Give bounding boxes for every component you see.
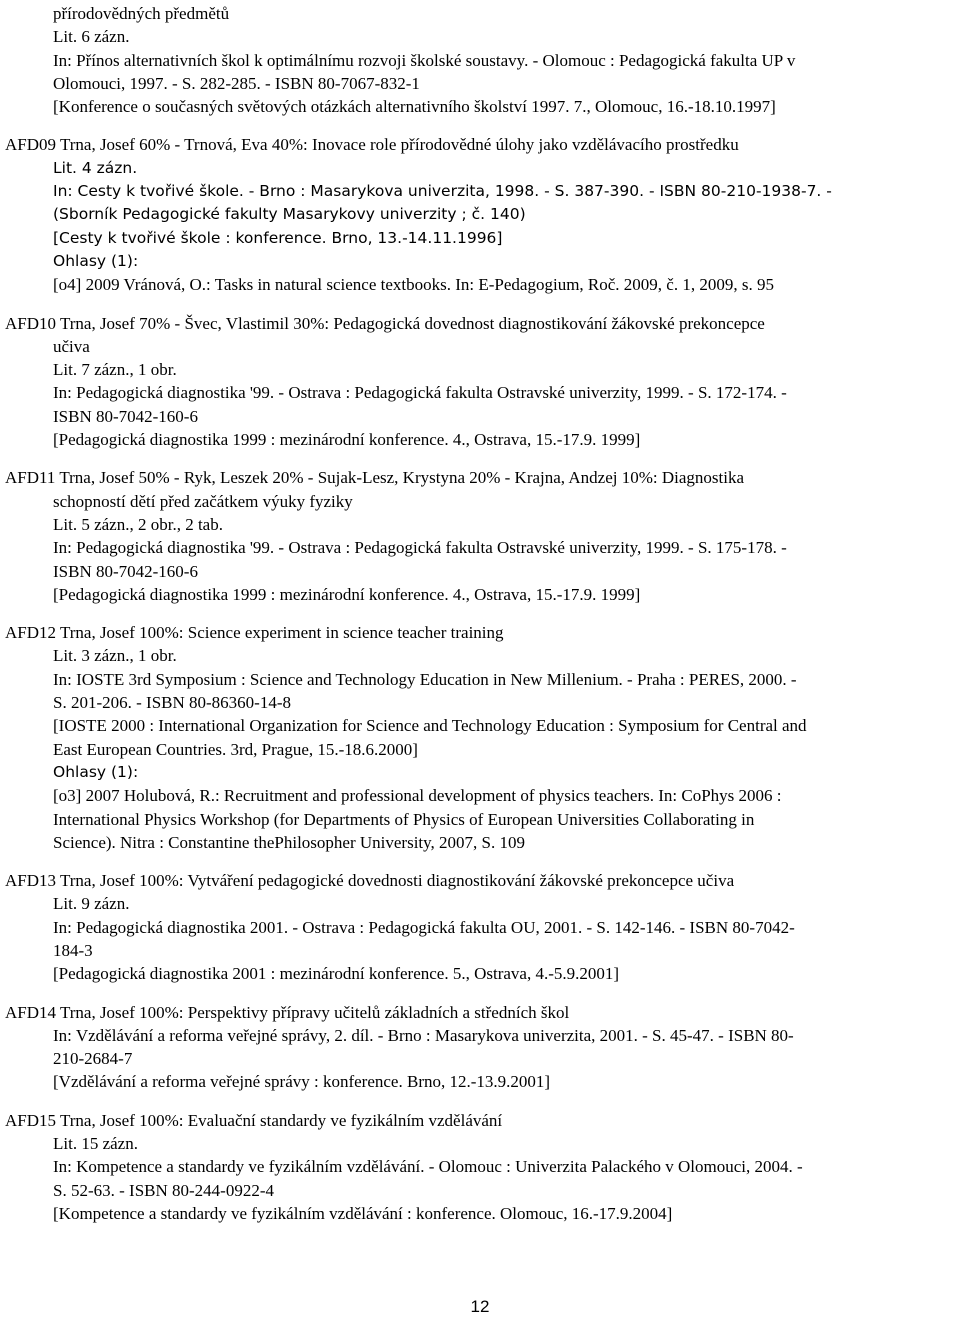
record-line: S. 201-206. - ISBN 80-86360-14-8 [53,693,291,713]
record-line: In: IOSTE 3rd Symposium : Science and Technology Education in New Millenium. - Praha : PERES, 2000. - [53,669,797,689]
record-line: Lit. 4 zázn. [53,158,138,177]
record-afd12 [5,621,957,854]
record-line: [Pedagogická diagnostika 1999 : mezinárodní konference. 4., Ostrava, 15.-17.9. 1999] [53,584,641,604]
citations-label: Ohlasy (1): [53,762,139,781]
record-heading: AFD12 Trna, Josef 100%: Science experiment in science teacher training [5,623,504,643]
record-line: Lit. 3 zázn., 1 obr. [53,646,177,666]
record-line: [Vzdělávání a reforma veřejné správy : konference. Brno, 12.-13.9.2001] [53,1072,551,1092]
record-line: In: Pedagogická diagnostika 2001. - Ostrava : Pedagogická fakulta OU, 2001. - S. 142-146. - ISBN 80-7042- [53,917,795,937]
record-line: Lit. 9 zázn. [53,894,130,914]
citation-line: [o4] 2009 Vránová, O.: Tasks in natural science textbooks. In: E-Pedagogium, Roč. 2009, č. 1, 2009, s. 95 [53,275,774,295]
record-line: In: Cesty k tvořivé škole. - Brno : Masarykova univerzita, 1998. - S. 387-390. - ISBN 80-210-1938-7. - [53,182,832,201]
record-line: [Kompetence a standardy ve fyzikálním vzdělávání : konference. Olomouc, 16.-17.9.2004] [53,1203,673,1223]
record-line: [Cesty k tvořivé škole : konference. Brno, 13.-14.11.1996] [53,228,503,247]
record-heading: AFD10 Trna, Josef 70% - Švec, Vlastimil 30%: Pedagogická dovednost diagnostikování žákovské prekoncepce [5,313,765,333]
record-afd13 [5,869,957,985]
record-heading: AFD13 Trna, Josef 100%: Vytváření pedagogické dovednosti diagnostikování žákovské prekoncepce učiva [5,871,735,891]
record-line: [Pedagogická diagnostika 2001 : mezinárodní konference. 5., Ostrava, 4.-5.9.2001] [53,964,620,984]
record-line: (Sborník Pedagogické fakulty Masarykovy univerzity ; č. 140) [53,205,526,224]
page-number: 12 [470,1297,490,1316]
citations-label: Ohlasy (1): [53,251,139,270]
record-afd15 [5,1109,957,1225]
record-line: In: Kompetence a standardy ve fyzikálním vzdělávání. - Olomouc : Univerzita Palackého v Olomouci, 2004. - [53,1157,803,1177]
record-line: [Pedagogická diagnostika 1999 : mezinárodní konference. 4., Ostrava, 15.-17.9. 1999] [53,430,641,450]
citation-line: [o3] 2007 Holubová, R.: Recruitment and professional development of physics teachers. In: CoPhys 2006 : [53,786,782,806]
record-heading: AFD15 Trna, Josef 100%: Evaluační standardy ve fyzikálním vzdělávání [5,1110,503,1130]
record-afd14 [5,1001,957,1094]
record-line: Lit. 15 zázn. [53,1134,138,1154]
record-line: Olomouci, 1997. - S. 282-285. - ISBN 80-7067-832-1 [53,73,420,93]
citation-line: Science). Nitra : Constantine thePhilosopher University, 2007, S. 109 [53,832,525,852]
record-line: [Konference o současných světových otázkách alternativního školství 1997. 7., Olomouc, 16.-18.10.1997] [53,97,776,117]
record-line: In: Pedagogická diagnostika '99. - Ostrava : Pedagogická fakulta Ostravské univerzity, 1999. - S. 172-174. - [53,383,787,403]
record-afd09 [5,133,957,296]
intro-record [5,2,957,118]
record-afd11 [5,466,957,606]
record-heading: AFD09 Trna, Josef 60% - Trnová, Eva 40%: Inovace role přírodovědné úlohy jako vzdělávacího prostředku [5,135,739,155]
record-line: East European Countries. 3rd, Prague, 15.-18.6.2000] [53,739,418,759]
record-line: In: Vzdělávání a reforma veřejné správy, 2. díl. - Brno : Masarykova univerzita, 2001. - S. 45-47. - ISBN 80- [53,1025,794,1045]
record-afd10 [5,312,957,452]
record-line: ISBN 80-7042-160-6 [53,561,198,581]
record-line: Lit. 6 zázn. [53,27,130,47]
record-line: In: Pedagogická diagnostika '99. - Ostrava : Pedagogická fakulta Ostravské univerzity, 1999. - S. 175-178. - [53,538,787,558]
document-page [5,2,957,1225]
record-line: Lit. 5 zázn., 2 obr., 2 tab. [53,514,223,534]
record-line: 210-2684-7 [53,1049,133,1069]
record-line: přírodovědných předmětů [53,4,230,23]
record-line: Lit. 7 zázn., 1 obr. [53,360,177,380]
record-line: S. 52-63. - ISBN 80-244-0922-4 [53,1180,274,1200]
record-line: učiva [53,336,90,356]
record-heading: AFD11 Trna, Josef 50% - Ryk, Leszek 20% - Sujak-Lesz, Krystyna 20% - Krajna, Andzej 10%: Diagnostika [5,468,745,488]
record-line: ISBN 80-7042-160-6 [53,406,198,426]
record-line: [IOSTE 2000 : International Organization for Science and Technology Education : Symposium for Central and [53,716,807,736]
record-heading: AFD14 Trna, Josef 100%: Perspektivy přípravy učitelů základních a středních škol [5,1002,570,1022]
record-line: schopností dětí před začátkem výuky fyziky [53,491,353,511]
citation-line: International Physics Workshop (for Departments of Physics of European Universities Collaborating in [53,809,755,829]
record-line: 184-3 [53,940,93,960]
record-line: In: Přínos alternativních škol k optimálnímu rozvoji školské soustavy. - Olomouc : Pedagogická fakulta UP v [53,50,796,70]
